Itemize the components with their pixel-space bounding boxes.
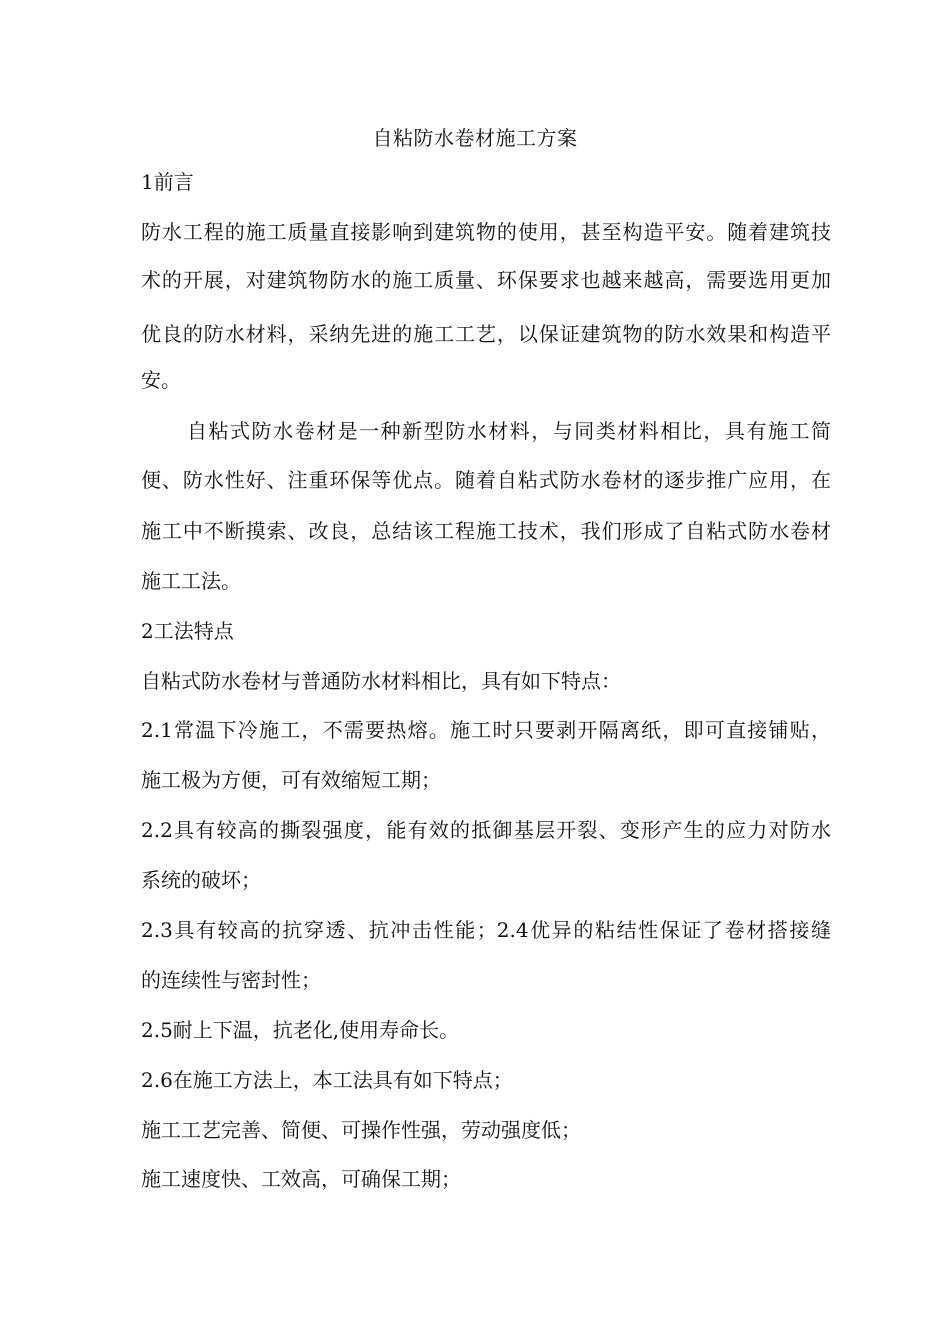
paragraph-line: 防水工程的施工质量直接影响到建筑物的使用，甚至构造平安。随着建筑技 xyxy=(141,220,831,244)
document-title: 自粘防水卷材施工方案 xyxy=(372,126,578,150)
list-item-line: 施工极为方便，可有效缩短工期； xyxy=(141,768,441,792)
list-item-line: 2.1常温下冷施工，不需要热熔。施工时只要剥开隔离纸，即可直接铺贴， xyxy=(141,718,831,742)
paragraph-line: 施工工法。 xyxy=(141,569,241,593)
section-heading-preface: 1前言 xyxy=(141,170,194,194)
list-item-line: 的连续性与密封性； xyxy=(141,968,321,992)
list-item-line: 施工速度快、工效高，可确保工期； xyxy=(141,1167,461,1191)
paragraph-line: 自粘式防水卷材是一种新型防水材料，与同类材料相比，具有施工简 xyxy=(187,419,831,443)
paragraph-line: 施工中不断摸索、改良，总结该工程施工技术，我们形成了自粘式防水卷材 xyxy=(141,519,831,543)
list-item-line: 2.5耐上下温，抗老化,使用寿命长。 xyxy=(141,1018,460,1042)
paragraph-line: 优良的防水材料，采纳先进的施工工艺，以保证建筑物的防水效果和构造平 xyxy=(141,322,831,346)
list-item-line: 系统的破坏； xyxy=(141,868,261,892)
list-item-line: 2.3具有较高的抗穿透、抗冲击性能；2.4优异的粘结性保证了卷材搭接缝 xyxy=(141,918,831,942)
section-heading-features: 2工法特点 xyxy=(141,619,234,643)
list-item-line: 施工工艺完善、简便、可操作性强，劳动强度低； xyxy=(141,1118,581,1142)
paragraph-line: 自粘式防水卷材与普通防水材料相比，具有如下特点： xyxy=(141,669,621,693)
paragraph-line: 便、防水性好、注重环保等优点。随着自粘式防水卷材的逐步推广应用，在 xyxy=(141,468,831,492)
paragraph-line: 术的开展，对建筑物防水的施工质量、环保要求也越来越高，需要选用更加 xyxy=(141,268,831,292)
list-item-line: 2.6在施工方法上，本工法具有如下特点； xyxy=(141,1068,513,1092)
list-item-line: 2.2具有较高的撕裂强度，能有效的抵御基层开裂、变形产生的应力对防水 xyxy=(141,818,831,842)
paragraph-line: 安。 xyxy=(141,368,181,392)
